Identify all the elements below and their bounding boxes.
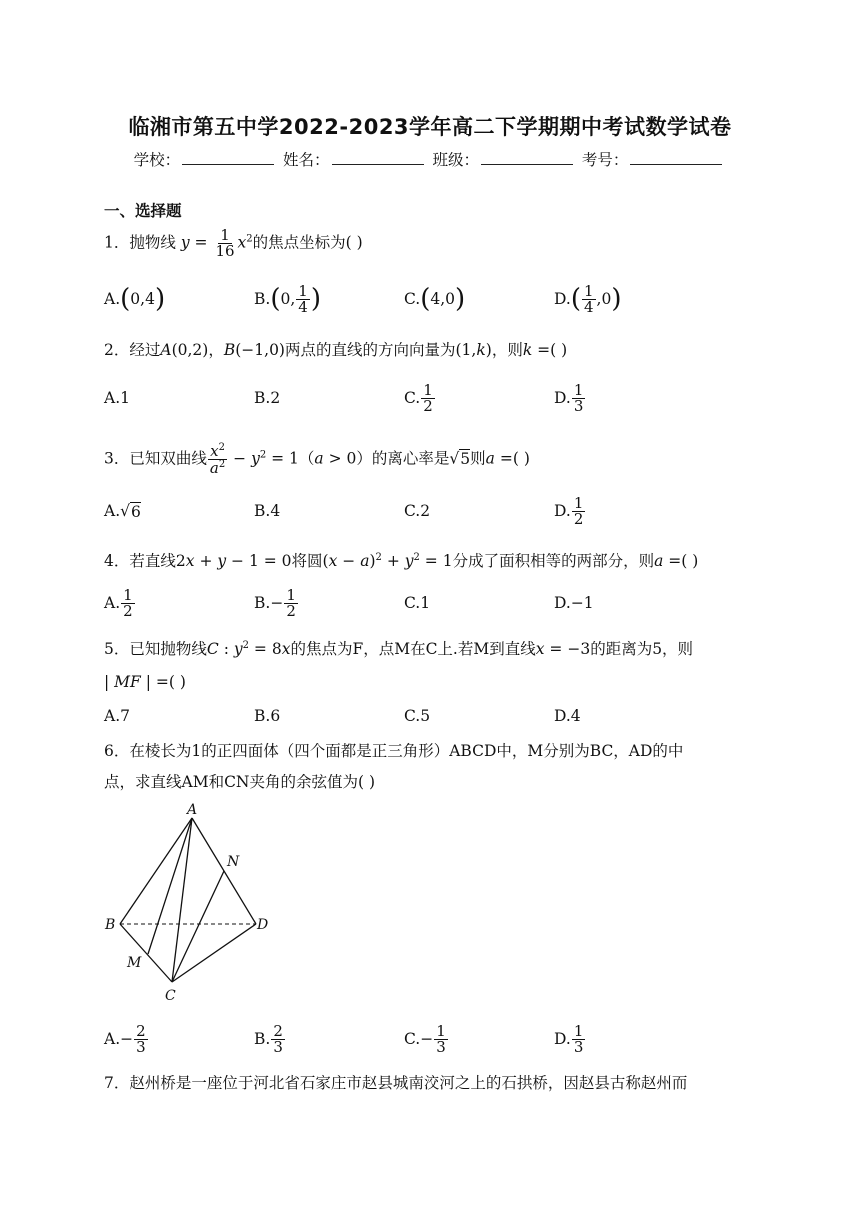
option-d[interactable]: D. $\frac{1}{3}$ <box>554 380 584 415</box>
label-n: N <box>227 854 240 870</box>
option-b[interactable]: B.4 <box>254 502 281 520</box>
name-label: 姓名： <box>283 151 330 169</box>
edge-bc <box>120 924 172 982</box>
label-b: B <box>105 917 116 933</box>
question-2: 2．经过A(0,2)，B(−1,0)两点的直线的方向向量为(1,k)，则k =( ) <box>104 341 568 359</box>
option-a[interactable]: A. $\frac{1}{2}$ <box>104 585 133 620</box>
label-m: M <box>127 955 142 971</box>
class-label: 班级： <box>432 151 479 169</box>
question-4-options <box>104 582 664 624</box>
id-label: 考号： <box>581 151 629 169</box>
option-c[interactable]: C. − $\frac{1}{3}$ <box>404 1021 446 1056</box>
question-3-options <box>104 490 664 532</box>
option-b[interactable]: B. $\frac{2}{3}$ <box>254 1021 283 1056</box>
section-heading: 一、选择题 <box>104 202 182 220</box>
question-1-options <box>104 278 664 320</box>
question-1: 1．抛物线 y = $\frac{1}{16}$ $x^2$的焦点坐标为( ) <box>104 226 363 260</box>
option-c[interactable]: C.5 <box>404 707 431 725</box>
option-b[interactable]: B.6 <box>254 707 281 725</box>
option-a[interactable]: A. ( 0,4 ) <box>104 284 166 314</box>
question-5: 5．已知抛物线C : $y^2 = 8x$的焦点为F，点M在C上.若M到直线x = −3的距离为5，则 <box>104 640 694 659</box>
question-7: 7．赵州桥是一座位于河北省石家庄市赵县城南洨河之上的石拱桥，因赵县古称赵州而 <box>104 1074 688 1092</box>
name-blank[interactable] <box>332 150 424 165</box>
question-6-line-2: 点，求直线AM和CN夹角的余弦值为( ) <box>104 773 376 791</box>
option-a[interactable]: A.1 <box>104 389 130 407</box>
option-c[interactable]: C.1 <box>404 594 431 612</box>
question-5-line-2: | MF | =( ) <box>104 673 186 691</box>
line-cn <box>172 871 224 982</box>
page-title: 临湘市第五中学2022-2023学年高二下学期期中考试数学试卷 <box>128 115 732 139</box>
label-a: A <box>187 802 198 818</box>
question-3: 3．已知双曲线 $\frac{x^2}{a^2}$ − $y^2 = 1(a > 0)$的离心率是√5则a =( ) <box>104 442 530 477</box>
label-d: D <box>257 917 269 933</box>
school-label: 学校： <box>133 151 181 169</box>
class-blank[interactable] <box>481 150 573 165</box>
option-d[interactable]: D. ( $\frac{1}{4}$ ,0 ) <box>554 281 622 316</box>
tetrahedron-figure <box>100 800 280 1010</box>
id-blank[interactable] <box>630 150 722 165</box>
label-c: C <box>165 988 176 1004</box>
question-4: 4．若直线2x + y − 1 = 0将圆$(x - a)^2 + y^2 = 1$分成了面积相等的两部分，则a =( ) <box>104 552 699 571</box>
option-c[interactable]: C.2 <box>404 502 431 520</box>
option-a[interactable]: A.7 <box>104 707 130 725</box>
question-2-options <box>104 377 664 419</box>
question-text: 的焦点坐标为( ) <box>252 233 363 252</box>
option-b[interactable]: B. − $\frac{1}{2}$ <box>254 585 296 620</box>
line-am <box>148 818 192 954</box>
option-b[interactable]: B.2 <box>254 389 281 407</box>
option-d[interactable]: D.4 <box>554 707 581 725</box>
question-6: 6．在棱长为1的正四面体（四个面都是正三角形）ABCD中，M分别为BC，AD的中 <box>104 742 684 760</box>
option-a[interactable]: A. √ 6 <box>104 502 141 521</box>
option-d[interactable]: D. $\frac{1}{2}$ <box>554 493 584 528</box>
question-5-options <box>104 695 664 737</box>
option-b[interactable]: B. ( 0, $\frac{1}{4}$ ) <box>254 281 321 316</box>
question-text: 抛物线 <box>129 233 176 252</box>
question-number: 1． <box>104 233 130 252</box>
school-blank[interactable] <box>182 150 274 165</box>
question-6-options <box>104 1018 664 1060</box>
edge-dc <box>172 924 256 982</box>
option-c[interactable]: C. $\frac{1}{2}$ <box>404 380 433 415</box>
option-d[interactable]: D. −1 <box>554 594 594 612</box>
option-d[interactable]: D. $\frac{1}{3}$ <box>554 1021 584 1056</box>
student-info-row <box>0 148 860 170</box>
option-c[interactable]: C. ( 4,0 ) <box>404 284 466 314</box>
option-a[interactable]: A. − $\frac{2}{3}$ <box>104 1021 146 1056</box>
